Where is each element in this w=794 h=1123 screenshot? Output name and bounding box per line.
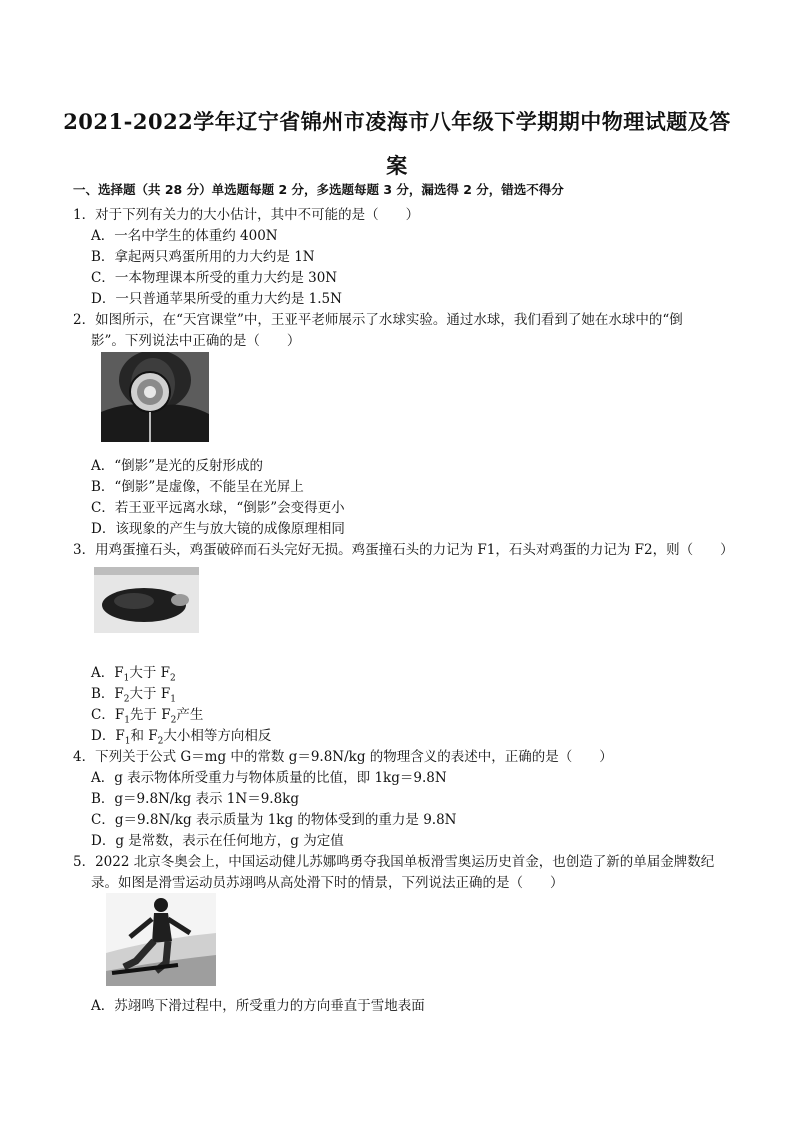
- question-4-option-b: B．g＝9.8N/kg 表示 1N＝9.8kg: [91, 791, 299, 807]
- question-2-option-d: D．该现象的产生与放大镜的成像原理相同: [91, 521, 345, 537]
- question-3-option-c: C．$F_1$先于 $F_2$产生: [91, 707, 204, 726]
- section-header: 一、选择题（共 28 分）单选题每题 2 分，多选题每题 3 分，漏选得 2 分，错选不得分: [73, 182, 564, 197]
- egg-stone-photo: [94, 567, 199, 633]
- question-3-option-b: B．$F_2$大于 $F_1$: [91, 686, 176, 705]
- question-1-option-b: B．拿起两只鸡蛋所用的力大约是 1N: [91, 249, 315, 265]
- document-title: [60, 100, 734, 188]
- question-5-stem: 5．2022 北京冬奥会上，中国运动健儿苏娜鸣勇夺我国单板滑雪奥运历史首金，也创造了新的单届金牌数纪: [73, 854, 715, 870]
- question-2-option-c: C．若王亚平远离水球，“倒影”会变得更小: [91, 500, 345, 516]
- question-1-option-c: C．一本物理课本所受的重力大约是 30N: [91, 270, 338, 286]
- title-line-1: 2021-2022学年辽宁省锦州市凌海市八年级下学期期中物理试题及答: [63, 109, 731, 134]
- question-1-option-d: D．一只普通苹果所受的重力大约是 1.5N: [91, 291, 342, 307]
- question-4-stem: 4．下列关于公式 G＝mg 中的常数 g＝9.8N/kg 的物理含义的表述中，正确的是（ ）: [73, 749, 613, 765]
- question-4-option-d: D．g 是常数，表示在任何地方，g 为定值: [91, 833, 344, 849]
- title-line-2: 案: [386, 153, 408, 178]
- question-2-option-a: A．“倒影”是光的反射形成的: [91, 458, 264, 474]
- question-2-option-b: B．“倒影”是虚像，不能呈在光屏上: [91, 479, 304, 495]
- question-4-option-a: A．g 表示物体所受重力与物体质量的比值，即 1kg＝9.8N: [91, 770, 447, 786]
- question-2-stem: 2．如图所示，在“天宫课堂”中，王亚平老师展示了水球实验。通过水球，我们看到了她在水球中的“倒: [73, 312, 683, 328]
- question-3-stem: 3．用鸡蛋撞石头，鸡蛋破碎而石头完好无损。鸡蛋撞石头的力记为 F1，石头对鸡蛋的力记为 F2，则（ ）: [73, 542, 734, 558]
- question-1-option-a: A．一名中学生的体重约 400N: [91, 228, 278, 244]
- question-3-option-d: D．$F_1$和 $F_2$大小相等方向相反: [91, 728, 272, 747]
- question-5-option-a: A．苏翊鸣下滑过程中，所受重力的方向垂直于雪地表面: [91, 998, 425, 1014]
- snowboarder-photo: [106, 893, 216, 986]
- question-5-stem-continued: 录。如图是滑雪运动员苏翊鸣从高处滑下时的情景，下列说法正确的是（ ）: [91, 875, 564, 891]
- question-2-stem-continued: 影”。下列说法中正确的是（ ）: [91, 333, 301, 349]
- question-4-option-c: C．g＝9.8N/kg 表示质量为 1kg 的物体受到的重力是 9.8N: [91, 812, 457, 828]
- question-1-stem: 1．对于下列有关力的大小估计，其中不可能的是（ ）: [73, 207, 420, 223]
- question-3-option-a: A．$F_1$大于 $F_2$: [91, 665, 176, 684]
- water-ball-photo: [101, 352, 209, 442]
